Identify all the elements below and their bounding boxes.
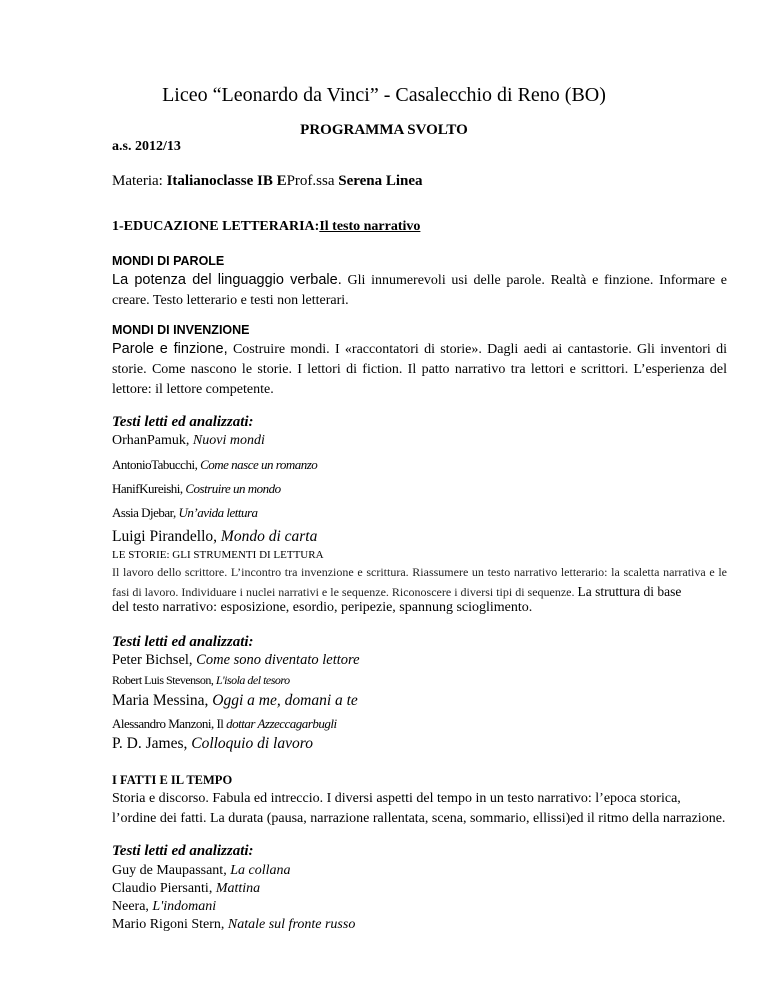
- prof-label: Prof.ssa: [286, 173, 339, 189]
- storie-text-tail: La struttura di base: [577, 584, 682, 599]
- testi-heading-2: Testi letti ed analizzati:: [112, 634, 254, 650]
- list-item: OrhanPamuk, Nuovi mondi: [112, 433, 265, 448]
- prof-name: Serena Linea: [338, 173, 423, 189]
- mondi-invenzione-heading: MONDI DI INVENZIONE: [112, 323, 250, 337]
- section-heading: [112, 219, 727, 235]
- testi-list-1: [112, 430, 727, 550]
- storie-heading: LE STORIE: GLI STRUMENTI DI LETTURA: [112, 549, 324, 561]
- fatti-heading: I FATTI E IL TEMPO: [112, 773, 233, 787]
- mondi-parole-heading: MONDI DI PAROLE: [112, 254, 225, 268]
- mondi-parole-text: Gli innumerevoli usi delle parole. Realtà e finzione. Informare e creare. Testo letterario e testi non letterari.: [112, 273, 727, 308]
- list-item: Guy de Maupassant, La collana: [112, 863, 291, 878]
- mondi-parole-lead: La potenza del linguaggio verbale.: [112, 272, 342, 288]
- materia-value: Italianoclasse IB E: [166, 173, 287, 189]
- list-item: AntonioTabucchi, Come nasce un romanzo: [112, 457, 318, 472]
- testi-heading-1: Testi letti ed analizzati:: [112, 414, 254, 430]
- document-subtitle: PROGRAMMA SVOLTO: [300, 122, 468, 138]
- list-item: P. D. James, Colloquio di lavoro: [112, 735, 313, 752]
- section-title: Il testo narrativo: [319, 219, 421, 234]
- list-item: Claudio Piersanti, Mattina: [112, 881, 261, 896]
- fatti-paragraph: Storia e discorso. Fabula ed intreccio. I diversi aspetti del tempo in un testo narrativo: l’epoca storica, l’ordine dei fatti. La durata (pausa, narrazione rallentata, scena, sommario, ellissi)ed il ritmo della narrazione.: [112, 791, 726, 826]
- list-item: Mario Rigoni Stern, Natale sul fronte russo: [112, 917, 356, 932]
- mondi-invenzione-paragraph: [112, 339, 727, 400]
- list-item: Neera, L'indomani: [112, 899, 217, 914]
- storie-text: Il lavoro dello scrittore. L’incontro tra invenzione e scrittura. Riassumere un testo narrativo letterario: la scaletta narrativa e le fasi di lavoro. Individuare i nuclei narrativi e le sequenze. Riconoscere i diversi tipi di sequenze.: [112, 565, 727, 599]
- school-year: a.s. 2012/13: [112, 139, 181, 154]
- list-item: Alessandro Manzoni, Il dottar Azzeccagarbugli: [112, 716, 337, 731]
- mondi-parole-paragraph: [112, 270, 727, 311]
- document-title: Liceo “Leonardo da Vinci” - Casalecchio di Reno (BO): [162, 84, 606, 106]
- materia-line: [112, 173, 727, 190]
- list-item: Robert Luis Stevenson, L'isola del tesoro: [112, 673, 290, 687]
- testi-list-3: [112, 860, 727, 932]
- section-prefix: 1-EDUCAZIONE LETTERARIA:: [112, 219, 320, 234]
- list-item: Luigi Pirandello, Mondo di carta: [112, 528, 318, 545]
- testi-heading-3: Testi letti ed analizzati:: [112, 843, 254, 859]
- list-item: HanifKureishi, Costruire un mondo: [112, 481, 281, 496]
- mondi-invenzione-lead: Parole e finzione,: [112, 341, 228, 357]
- storie-paragraph: [112, 563, 727, 602]
- list-item: Peter Bichsel, Come sono diventato lettore: [112, 652, 360, 668]
- testi-list-2: [112, 650, 727, 756]
- materia-label: Materia:: [112, 173, 167, 189]
- list-item: Maria Messina, Oggi a me, domani a te: [112, 692, 358, 709]
- storie-paragraph-line: del testo narrativo: esposizione, esordio, peripezie, spannung scioglimento.: [112, 600, 533, 615]
- list-item: Assia Djebar, Un’avida lettura: [112, 505, 258, 520]
- mondi-invenzione-text: Costruire mondi. I «raccontatori di storie». Dagli aedi ai cantastorie. Gli inventori di storie. Come nascono le storie. I lettori di fiction. Il patto narrativo tra lettori e scrittori. L’esperienza del lettore: il lettore competente.: [112, 342, 727, 397]
